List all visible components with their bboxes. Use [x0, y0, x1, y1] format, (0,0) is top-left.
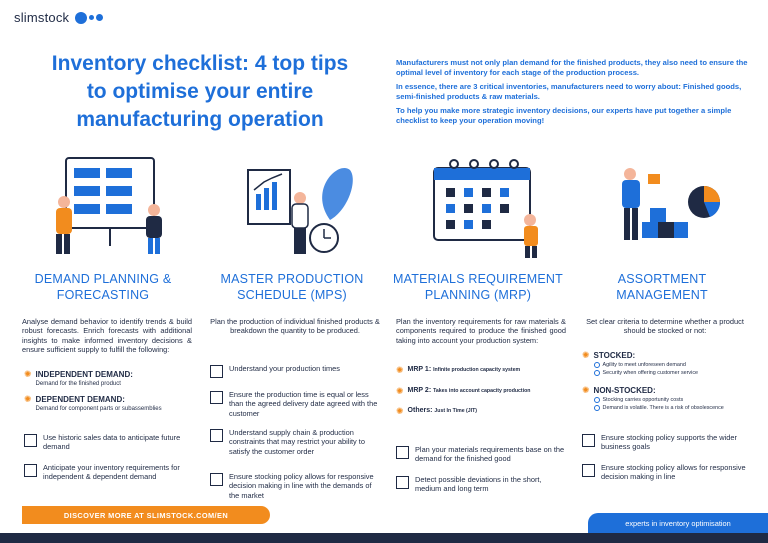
- bullet-detail: Infinite production capacity system: [433, 367, 521, 373]
- checklist-item[interactable]: [210, 472, 380, 500]
- bullet-detail: Just In Time (JIT): [434, 408, 477, 414]
- others-bullet: [396, 407, 477, 416]
- mps-title: MASTER PRODUCTION SCHEDULE (MPS): [220, 272, 364, 302]
- checklist-text: Ensure stocking policy allows for responsive decision making in line: [601, 463, 746, 482]
- checkbox-icon[interactable]: [396, 476, 409, 489]
- checkbox-icon[interactable]: [24, 464, 37, 477]
- checklist-item[interactable]: [24, 433, 194, 452]
- assortment-desc: Set clear criteria to determine whether a product should be stocked or not:: [586, 317, 744, 336]
- mrp-desc: Plan the inventory requirements for raw materials & components required to produce the finished good taking into account your production system:: [396, 317, 566, 345]
- chart-board-icon: [238, 150, 368, 262]
- checklist-text: Detect possible deviations in the short, medium and long term: [415, 475, 542, 494]
- intro-text: [396, 58, 748, 131]
- non-stocked-bullet: [582, 386, 724, 412]
- checkbox-icon[interactable]: [210, 429, 223, 442]
- checklist-text: Understand your production times: [229, 364, 340, 373]
- intro-paragraph: In essence, there are 3 critical inventories, manufacturers need to worry about: Finished goods, semi-finished products & raw materials.: [396, 82, 742, 101]
- checkbox-icon[interactable]: [582, 464, 595, 477]
- sublist-item: Agility to meet unforeseen demand: [594, 361, 698, 369]
- checklist-text: Ensure the production time is equal or less than the agreed delivery date agreed with the customer: [229, 390, 378, 418]
- discover-more-button[interactable]: DISCOVER MORE AT SLIMSTOCK.COM/EN: [22, 506, 270, 524]
- checklist-text: Anticipate your inventory requirements for independent & dependent demand: [43, 463, 180, 482]
- checklist-item[interactable]: [396, 445, 566, 464]
- bullet-sub: Demand for component parts or subassemblies: [35, 406, 162, 412]
- demand-planning-desc: Analyse demand behavior to identify trends & build robust forecasts. Enrich forecasts with additional insights to make informed inventory decisions & ensure sufficient supply to fulfill the following:: [22, 317, 192, 355]
- dependent-demand-bullet: [24, 395, 162, 412]
- demand-planning-title: DEMAND PLANNING & FORECASTING: [34, 272, 172, 302]
- mrp2-bullet: [396, 387, 530, 396]
- bullet-sub: Demand for the finished product: [35, 381, 121, 387]
- assortment-title: ASSORTMENT MANAGEMENT: [616, 272, 708, 302]
- checklist-item[interactable]: [210, 364, 380, 378]
- checklist-item[interactable]: [396, 475, 566, 494]
- sparkle-icon: ✺: [582, 350, 590, 360]
- sparkle-icon: ✺: [24, 369, 32, 379]
- pie-chart-icon: [600, 150, 730, 262]
- logo-text: slimstock: [14, 10, 70, 25]
- checkbox-icon[interactable]: [582, 434, 595, 447]
- bullet-label: MRP 2:: [407, 387, 432, 394]
- sublist-item: Security when offering customer service: [594, 369, 698, 377]
- checkbox-icon[interactable]: [210, 473, 223, 486]
- mps-desc: Plan the production of individual finished products & breakdown the quantity to be produced.: [210, 317, 380, 336]
- checklist-item[interactable]: [582, 463, 752, 482]
- sparkle-icon: ✺: [24, 394, 32, 404]
- flow-board-icon: [44, 150, 174, 262]
- calendar-icon: [420, 150, 550, 262]
- mrp-title: MATERIALS REQUIREMENT PLANNING (MRP): [393, 272, 563, 302]
- bullet-title: DEPENDENT DEMAND:: [35, 395, 125, 404]
- intro-paragraph: Manufacturers must not only plan demand for the finished products, they also need to ensure the optimal level of inventory for each stage of the production process.: [396, 58, 748, 77]
- bullet-title: NON-STOCKED:: [593, 386, 656, 395]
- checklist-text: Plan your materials requirements base on the demand for the finished good: [415, 445, 565, 464]
- bullet-detail: Takes into account capacity production: [433, 388, 531, 394]
- checkbox-icon[interactable]: [210, 365, 223, 378]
- checklist-text: Ensure stocking policy supports the wider business goals: [601, 433, 737, 452]
- checkbox-icon[interactable]: [24, 434, 37, 447]
- bullet-title: INDEPENDENT DEMAND:: [35, 370, 133, 379]
- sublist-item: Stocking carries opportunity costs: [594, 396, 724, 404]
- sublist-item: Demand is volatile. There is a risk of obsolescence: [594, 404, 724, 412]
- sparkle-icon: ✺: [396, 386, 404, 396]
- sparkle-icon: ✺: [396, 406, 404, 416]
- page-title: Inventory checklist: 4 top tips to optimise your entire manufacturing operation: [51, 52, 349, 131]
- bullet-title: STOCKED:: [593, 351, 636, 360]
- checklist-text: Understand supply chain & production constraints that may restrict your ability to satisfy the customer order: [229, 428, 365, 456]
- sparkle-icon: ✺: [582, 385, 590, 395]
- intro-paragraph: To help you make more strategic inventory decisions, our experts have put together a simple checklist to keep your operation moving!: [396, 106, 732, 125]
- checklist-item[interactable]: [24, 463, 194, 482]
- bullet-label: MRP 1:: [407, 366, 432, 373]
- sparkle-icon: ✺: [396, 365, 404, 375]
- checklist-text: Ensure stocking policy allows for responsive decision making in line with the demands of the market: [229, 472, 374, 500]
- checklist-item[interactable]: [210, 390, 380, 418]
- independent-demand-bullet: [24, 370, 133, 387]
- brand-logo: [14, 10, 103, 25]
- footer-bar: [0, 533, 768, 543]
- checklist-item[interactable]: [210, 428, 380, 456]
- mrp1-bullet: [396, 366, 520, 375]
- footer-tagline: experts in inventory optimisation: [588, 513, 768, 533]
- stocked-bullet: [582, 351, 698, 377]
- checkbox-icon[interactable]: [210, 391, 223, 404]
- bullet-label: Others:: [407, 407, 433, 414]
- logo-dots-icon: [75, 12, 103, 24]
- checklist-item[interactable]: [582, 433, 752, 452]
- checklist-text: Use historic sales data to anticipate future demand: [43, 433, 181, 452]
- checkbox-icon[interactable]: [396, 446, 409, 459]
